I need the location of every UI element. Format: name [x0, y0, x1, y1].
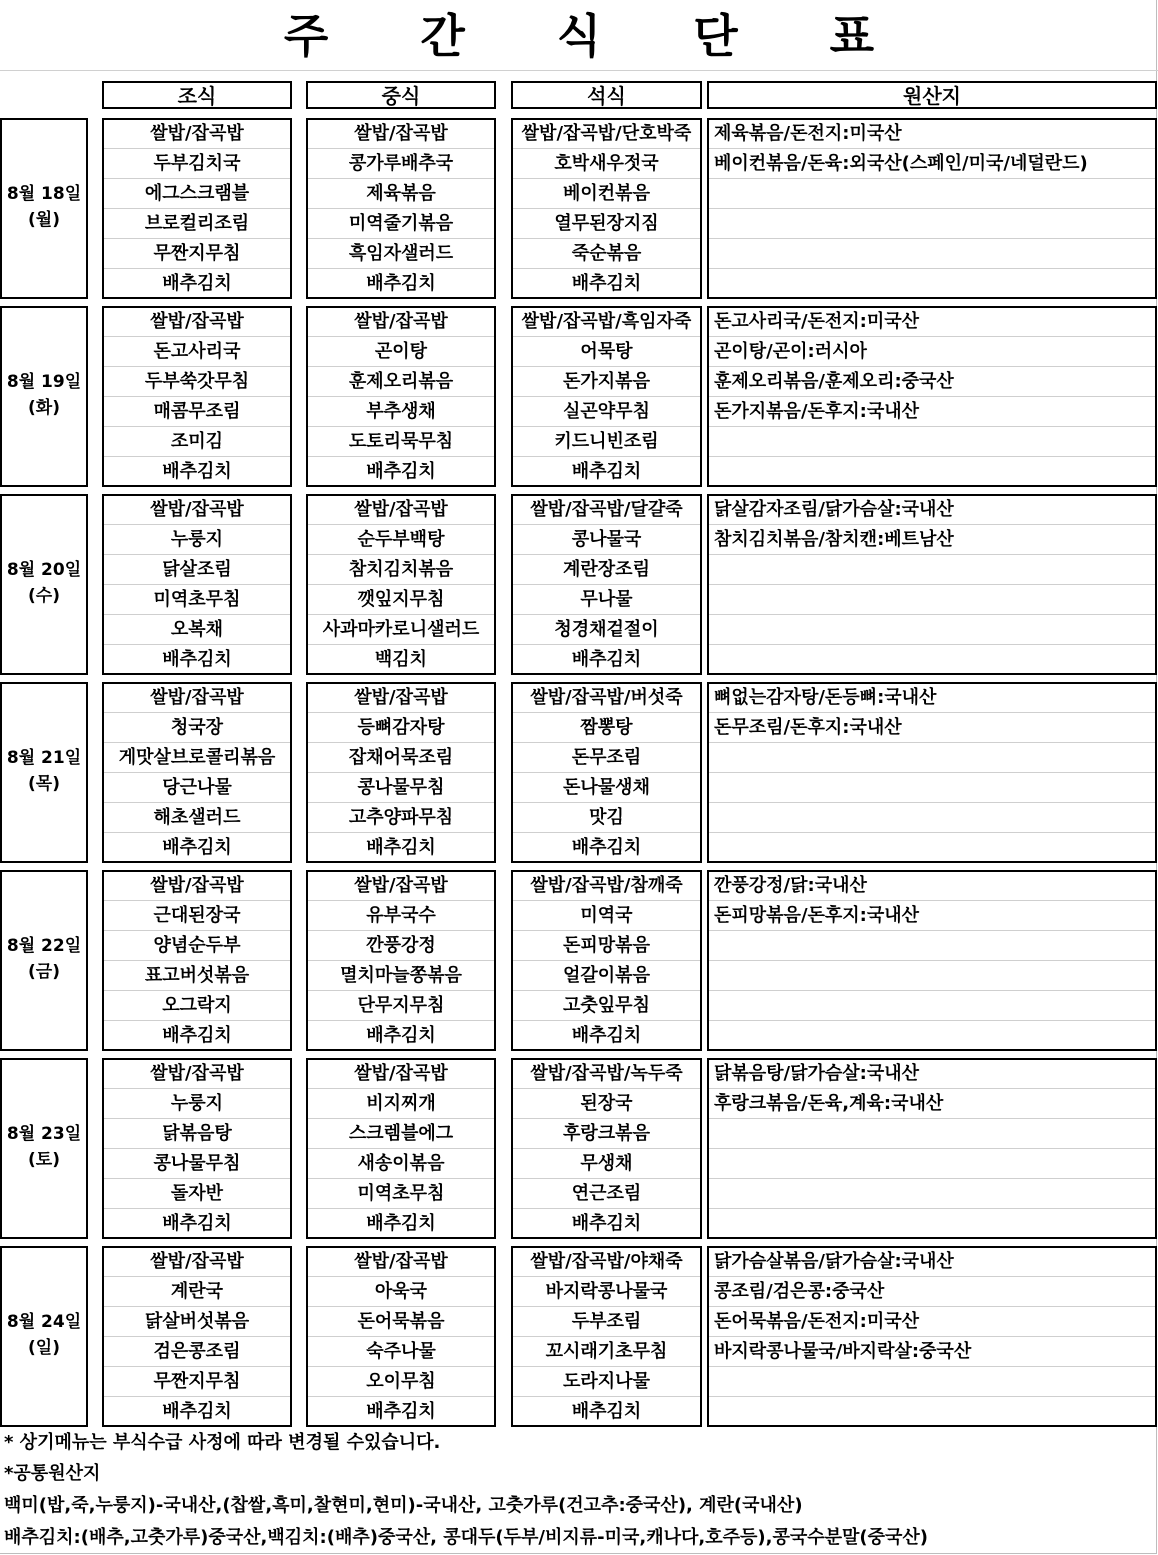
breakfast-item: 표고버섯볶음 [104, 961, 290, 991]
breakfast-item: 누룽지 [104, 1089, 290, 1119]
breakfast-item: 쌀밥/잡곡밥 [104, 1059, 290, 1089]
lunch-item: 새송이볶음 [308, 1149, 494, 1179]
dinner-item: 쌀밥/잡곡밥/야채죽 [513, 1247, 700, 1277]
dinner-item: 쌀밥/잡곡밥/단호박죽 [513, 119, 700, 149]
lunch-item: 배추김치 [366, 1213, 436, 1234]
lunch-item: 쌀밥/잡곡밥 [308, 683, 494, 713]
day-weekday: (목) [28, 774, 60, 794]
origin-item: 돈어묵볶음/돈전지:미국산 [709, 1307, 1155, 1337]
origin-item [709, 585, 1155, 615]
dinner-item: 어묵탕 [513, 337, 700, 367]
lunch-item: 콩가루배추국 [308, 149, 494, 179]
lunch-item: 돈어묵볶음 [308, 1307, 494, 1337]
origin-item [709, 239, 1155, 269]
origin-item: 콩조림/검은콩:중국산 [709, 1277, 1155, 1307]
day-date: 8월 24일 [6, 1312, 82, 1332]
breakfast-item: 콩나물무침 [104, 1149, 290, 1179]
lunch-item: 사과마카로니샐러드 [308, 615, 494, 645]
lunch-item: 쌀밥/잡곡밥 [308, 871, 494, 901]
lunch-item: 멸치마늘쫑볶음 [308, 961, 494, 991]
dinner-item: 쌀밥/잡곡밥/버섯죽 [513, 683, 700, 713]
dinner-item: 돈무조림 [513, 743, 700, 773]
day-date: 8월 20일 [6, 560, 82, 580]
dinner-item: 배추김치 [571, 1213, 642, 1234]
dinner-item: 연근조림 [513, 1179, 700, 1209]
dinner-item: 된장국 [513, 1089, 700, 1119]
origin-item: 바지락콩나물국/바지락살:중국산 [709, 1337, 1155, 1367]
breakfast-item: 배추김치 [162, 649, 232, 670]
origin-item: 베이컨볶음/돈육:외국산(스페인/미국/네덜란드) [709, 149, 1155, 179]
breakfast-item: 배추김치 [162, 1213, 232, 1234]
day-weekday: (일) [28, 1338, 60, 1358]
dinner-item: 배추김치 [571, 1025, 642, 1046]
breakfast-item: 게맛살브로콜리볶음 [104, 743, 290, 773]
dinner-item: 실곤약무침 [513, 397, 700, 427]
lunch-item: 순두부백탕 [308, 525, 494, 555]
breakfast-item: 배추김치 [162, 461, 232, 482]
lunch-item: 제육볶음 [308, 179, 494, 209]
lunch-item: 깻잎지무침 [308, 585, 494, 615]
lunch-item: 쌀밥/잡곡밥 [308, 1247, 494, 1277]
breakfast-item: 브로컬리조림 [104, 209, 290, 239]
lunch-item: 오이무침 [308, 1367, 494, 1397]
breakfast-item: 닭살버섯볶음 [104, 1307, 290, 1337]
origin-item [709, 1397, 1155, 1427]
day-weekday: (월) [28, 210, 60, 230]
lunch-item: 배추김치 [366, 1401, 436, 1422]
origin-item: 후랑크볶음/돈육,계육:국내산 [709, 1089, 1155, 1119]
origin-item: 뼈없는감자탕/돈등뼈:국내산 [709, 683, 1155, 713]
lunch-item: 배추김치 [366, 1025, 436, 1046]
lunch-item: 쌀밥/잡곡밥 [308, 119, 494, 149]
page-title: 주 간 식 단 표 [0, 0, 1158, 71]
lunch-item: 부추생채 [308, 397, 494, 427]
origin-item [709, 1149, 1155, 1179]
breakfast-item: 해초샐러드 [104, 803, 290, 833]
origin-item [709, 1021, 1155, 1051]
origin-item [709, 773, 1155, 803]
breakfast-item: 두부쑥갓무침 [104, 367, 290, 397]
day-weekday: (수) [28, 586, 60, 606]
dinner-item: 콩나물국 [513, 525, 700, 555]
lunch-item: 미역초무침 [308, 1179, 494, 1209]
breakfast-item: 오그락지 [104, 991, 290, 1021]
breakfast-item: 닭살조림 [104, 555, 290, 585]
breakfast-item: 계란국 [104, 1277, 290, 1307]
dinner-item: 쌀밥/잡곡밥/녹두죽 [513, 1059, 700, 1089]
origin-item [709, 645, 1155, 675]
day-date: 8월 21일 [6, 748, 82, 768]
lunch-item: 배추김치 [366, 273, 436, 294]
footer-common-title: *공통원산지 [4, 1463, 101, 1484]
dinner-item: 쌀밥/잡곡밥/참깨죽 [513, 871, 700, 901]
origin-item [709, 1209, 1155, 1239]
breakfast-item: 미역초무침 [104, 585, 290, 615]
origin-item: 닭볶음탕/닭가슴살:국내산 [709, 1059, 1155, 1089]
origin-item: 돈가지볶음/돈후지:국내산 [709, 397, 1155, 427]
dinner-item: 고춧잎무침 [513, 991, 700, 1021]
header-dinner: 석식 [511, 81, 702, 109]
breakfast-item: 배추김치 [162, 1401, 232, 1422]
origin-item: 훈제오리볶음/훈제오리:중국산 [709, 367, 1155, 397]
breakfast-item: 배추김치 [162, 837, 232, 858]
dinner-item: 쌀밥/잡곡밥/흑임자죽 [513, 307, 700, 337]
origin-item [709, 991, 1155, 1021]
origin-item: 깐풍강정/닭:국내산 [709, 871, 1155, 901]
footer-line-1: 백미(밥,죽,누룽지)-국내산,(찹쌀,흑미,찰현미,현미)-국내산, 고춧가루(건고추:중국산), 계란(국내산) [4, 1495, 803, 1516]
day-weekday: (화) [28, 398, 60, 418]
breakfast-item: 양념순두부 [104, 931, 290, 961]
lunch-item: 등뼈감자탕 [308, 713, 494, 743]
breakfast-item: 쌀밥/잡곡밥 [104, 307, 290, 337]
lunch-item: 아욱국 [308, 1277, 494, 1307]
dinner-item: 계란장조림 [513, 555, 700, 585]
lunch-item: 깐풍강정 [308, 931, 494, 961]
breakfast-item: 에그스크램블 [104, 179, 290, 209]
origin-item: 참치김치볶음/참치캔:베트남산 [709, 525, 1155, 555]
lunch-item: 숙주나물 [308, 1337, 494, 1367]
origin-item [709, 833, 1155, 863]
breakfast-item: 배추김치 [162, 1025, 232, 1046]
breakfast-item: 누룽지 [104, 525, 290, 555]
breakfast-item: 조미김 [104, 427, 290, 457]
lunch-item: 곤이탕 [308, 337, 494, 367]
dinner-item: 베이컨볶음 [513, 179, 700, 209]
breakfast-item: 당근나물 [104, 773, 290, 803]
dinner-item: 돈나물생채 [513, 773, 700, 803]
dinner-item: 배추김치 [571, 461, 642, 482]
footer-notice: * 상기메뉴는 부식수급 사정에 따라 변경될 수있습니다. [4, 1432, 441, 1453]
breakfast-item: 쌀밥/잡곡밥 [104, 871, 290, 901]
lunch-item: 쌀밥/잡곡밥 [308, 307, 494, 337]
lunch-item: 유부국수 [308, 901, 494, 931]
origin-item [709, 931, 1155, 961]
breakfast-item: 돈고사리국 [104, 337, 290, 367]
origin-item: 돈피망볶음/돈후지:국내산 [709, 901, 1155, 931]
dinner-item: 바지락콩나물국 [513, 1277, 700, 1307]
day-weekday: (토) [28, 1150, 60, 1170]
dinner-item: 열무된장지짐 [513, 209, 700, 239]
dinner-item: 후랑크볶음 [513, 1119, 700, 1149]
dinner-item: 쌀밥/잡곡밥/달걀죽 [513, 495, 700, 525]
origin-item: 돈무조림/돈후지:국내산 [709, 713, 1155, 743]
lunch-item: 백김치 [374, 649, 428, 670]
breakfast-item: 매콤무조림 [104, 397, 290, 427]
dinner-item: 배추김치 [571, 649, 642, 670]
breakfast-item: 무짠지무침 [104, 239, 290, 269]
lunch-item: 배추김치 [366, 461, 436, 482]
dinner-item: 무생채 [513, 1149, 700, 1179]
breakfast-item: 쌀밥/잡곡밥 [104, 495, 290, 525]
header-origin: 원산지 [707, 81, 1157, 109]
breakfast-item: 쌀밥/잡곡밥 [104, 119, 290, 149]
header-lunch: 중식 [306, 81, 496, 109]
origin-item: 곤이탕/곤이:러시아 [709, 337, 1155, 367]
dinner-item: 청경채겉절이 [513, 615, 700, 645]
breakfast-item: 쌀밥/잡곡밥 [104, 683, 290, 713]
dinner-item: 배추김치 [571, 273, 642, 294]
origin-item [709, 179, 1155, 209]
lunch-item: 미역줄기볶음 [308, 209, 494, 239]
origin-item [709, 1367, 1155, 1397]
breakfast-item: 두부김치국 [104, 149, 290, 179]
lunch-item: 잡채어묵조림 [308, 743, 494, 773]
origin-item: 돈고사리국/돈전지:미국산 [709, 307, 1155, 337]
lunch-item: 흑임자샐러드 [308, 239, 494, 269]
lunch-item: 비지찌개 [308, 1089, 494, 1119]
origin-item: 제육볶음/돈전지:미국산 [709, 119, 1155, 149]
dinner-item: 짬뽕탕 [513, 713, 700, 743]
day-date: 8월 23일 [6, 1124, 82, 1144]
origin-item [709, 615, 1155, 645]
origin-item [709, 457, 1155, 487]
day-date: 8월 22일 [6, 936, 82, 956]
breakfast-item: 근대된장국 [104, 901, 290, 931]
origin-item [709, 961, 1155, 991]
breakfast-item: 검은콩조림 [104, 1337, 290, 1367]
origin-item [709, 269, 1155, 299]
footer-line-2: 배추김치:(배추,고춧가루)중국산,백김치:(배추)중국산, 콩대두(두부/비지류-미국,캐나다,호주등),콩국수분말(중국산) [4, 1527, 929, 1548]
dinner-item: 돈피망볶음 [513, 931, 700, 961]
dinner-item: 배추김치 [571, 1401, 642, 1422]
origin-item [709, 743, 1155, 773]
day-date: 8월 19일 [6, 372, 82, 392]
breakfast-item: 돌자반 [104, 1179, 290, 1209]
dinner-item: 맛김 [513, 803, 700, 833]
origin-item [709, 427, 1155, 457]
dinner-item: 돈가지볶음 [513, 367, 700, 397]
header-breakfast: 조식 [102, 81, 292, 109]
dinner-item: 꼬시래기초무침 [513, 1337, 700, 1367]
dinner-item: 미역국 [513, 901, 700, 931]
origin-item [709, 1179, 1155, 1209]
origin-item [709, 1119, 1155, 1149]
dinner-item: 배추김치 [571, 837, 642, 858]
lunch-item: 콩나물무침 [308, 773, 494, 803]
breakfast-item: 무짠지무침 [104, 1367, 290, 1397]
dinner-item: 도라지나물 [513, 1367, 700, 1397]
breakfast-item: 배추김치 [162, 273, 232, 294]
lunch-item: 참치김치볶음 [308, 555, 494, 585]
origin-item [709, 555, 1155, 585]
day-weekday: (금) [28, 962, 60, 982]
origin-item [709, 209, 1155, 239]
dinner-item: 얼갈이볶음 [513, 961, 700, 991]
breakfast-item: 쌀밥/잡곡밥 [104, 1247, 290, 1277]
dinner-item: 죽순볶음 [513, 239, 700, 269]
dinner-item: 두부조림 [513, 1307, 700, 1337]
day-date: 8월 18일 [6, 184, 82, 204]
breakfast-item: 오복채 [104, 615, 290, 645]
lunch-item: 쌀밥/잡곡밥 [308, 495, 494, 525]
origin-item: 닭살감자조림/닭가슴살:국내산 [709, 495, 1155, 525]
lunch-item: 쌀밥/잡곡밥 [308, 1059, 494, 1089]
breakfast-item: 닭볶음탕 [104, 1119, 290, 1149]
lunch-item: 훈제오리볶음 [308, 367, 494, 397]
origin-item [709, 803, 1155, 833]
lunch-item: 스크렘블에그 [308, 1119, 494, 1149]
lunch-item: 배추김치 [366, 837, 436, 858]
origin-item: 닭가슴살볶음/닭가슴살:국내산 [709, 1247, 1155, 1277]
lunch-item: 고추양파무침 [308, 803, 494, 833]
dinner-item: 호박새우젓국 [513, 149, 700, 179]
dinner-item: 키드니빈조림 [513, 427, 700, 457]
lunch-item: 단무지무침 [308, 991, 494, 1021]
dinner-item: 무나물 [513, 585, 700, 615]
breakfast-item: 청국장 [104, 713, 290, 743]
lunch-item: 도토리묵무침 [308, 427, 494, 457]
